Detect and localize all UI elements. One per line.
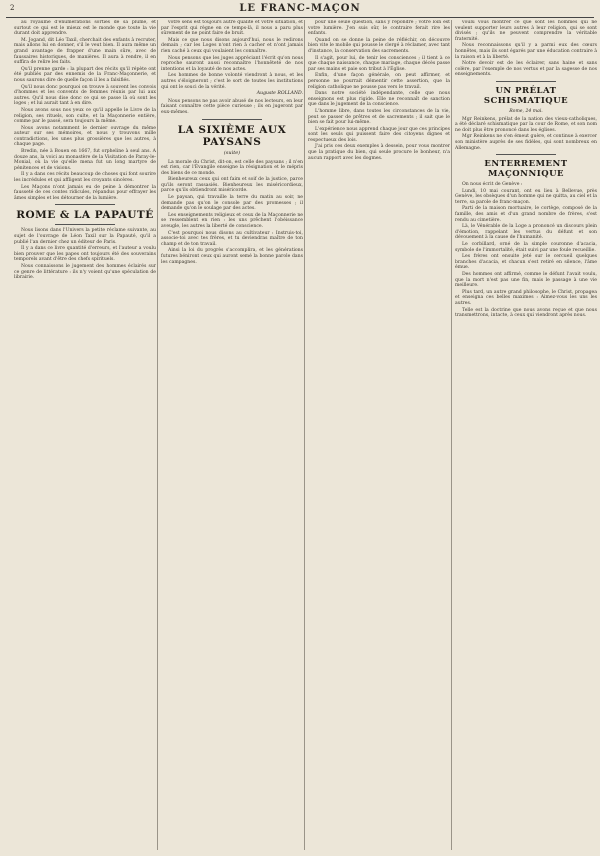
column-3 bbox=[308, 20, 450, 850]
column-4 bbox=[455, 20, 597, 850]
article-paragraph: Nous connaissons le jugement des hommes éclairés sur ce genre de littérature : ils n'y voient qu'une spéculation de librairie. bbox=[14, 263, 156, 281]
article-paragraph: Notre devoir est de les éclairer, sans haine et sans colère, par l'exemple de nos vertus et par la sagesse de nos enseignements. bbox=[455, 61, 597, 78]
article-paragraph: Des hommes ont affirmé, comme le défunt l'avait voulu, que la mort n'est pas une fin, mais le passage à une vie meilleure. bbox=[455, 272, 597, 289]
column-separator bbox=[157, 20, 158, 850]
article-paragraph: Telle est la doctrine que nous avons reçue et que nous transmettrons, intacte, à ceux qui viendront après nous. bbox=[455, 307, 597, 319]
article-paragraph: Mais ce que nous disons aujourd'hui, nous le redirons demain ; car les Loges n'ont rien à cacher et n'ont jamais rien caché à ceux qui voulaient les connaître. bbox=[161, 37, 303, 54]
article-paragraph: Là, le Vénérable de la Loge a prononcé un discours plein d'émotion, rappelant les vertus du défunt et son dévouement à la cause de l'humanité. bbox=[455, 224, 597, 241]
article-paragraph: Le corbillard, orné de la simple couronne d'acacia, symbole de l'immortalité, était suivi par une foule recueillie. bbox=[455, 242, 597, 253]
section-heading: LA SIXIÈME AUX PAYSANS bbox=[177, 123, 287, 148]
article-paragraph: Nous lisons dans l'Univers la petite réclame suivante, au sujet de l'ouvrage de Léon Taxil sur la Papauté, qu'il a publié l'an dernier chez un éditeur de Paris. bbox=[14, 228, 156, 245]
article-paragraph: Les frères ont ensuite jeté sur le cercueil quelques branches d'acacia, et chacun s'est retiré en silence, l'âme émue. bbox=[455, 254, 597, 271]
column-separator bbox=[451, 20, 452, 850]
article-paragraph: Bienheureux ceux qui ont faim et soif de la justice, parce qu'ils seront rassasiés. Bienheureux les miséricordieux, parce qu'ils obtiendront miséricorde. bbox=[161, 177, 303, 194]
article-paragraph: Il y a dans ce livre quantité d'erreurs, et l'auteur a voulu bien prouver que les papes ont toujours été des souverains temporels avant d'être des chefs spirituels. bbox=[14, 246, 156, 263]
section-rule bbox=[55, 224, 115, 225]
article-paragraph: Nous reconnaissons qu'il y a parmi eux des cœurs honnêtes, mais ils sont égarés par une éducation contraire à la raison et à la liberté. bbox=[455, 43, 597, 60]
article-paragraph: L'expérience nous apprend chaque jour que ces principes sont les seuls qui puissent faire des citoyens dignes et respectueux des lois. bbox=[308, 126, 450, 143]
section-rule bbox=[55, 204, 115, 205]
article-paragraph: Ainsi la loi du progrès s'accomplira, et les générations futures béniront ceux qui auront semé la bonne parole dans les campagnes. bbox=[161, 248, 303, 265]
article-paragraph: Parti de la maison mortuaire, le cortège, composé de la famille, des amis et d'un grand nombre de frères, s'est rendu au cimetière. bbox=[455, 206, 597, 223]
article-paragraph: Les Maçons n'ont jamais eu de peine à démontrer la fausseté de ces contes ridicules, répandus pour effrayer les âmes simples et les détourner de la lumière. bbox=[14, 184, 156, 201]
masthead-rule bbox=[6, 17, 594, 18]
article-paragraph: Bredin, née à Bouen en 1667, fut orpheline à seul ans. A douze ans, la voici au monastère de la Visitation de Paray-le-Monial, où la vie qu'elle mena fut un long martyre de pénitences et de visions. bbox=[14, 149, 156, 171]
article-paragraph: Nous pensons que les juges appréciant l'écrit qu'on nous reproche sauront aussi reconnaître l'honnêteté de nos intentions et la loyauté de nos actes. bbox=[161, 55, 303, 72]
article-paragraph: Le paysan, qui travaille la terre du matin au soir, ne demande pas qu'on le console par des promesses ; il demande qu'on le soulage par des actes. bbox=[161, 195, 303, 212]
article-paragraph: Mgr Reinkens ne s'en émeut guère, et continue à exercer son ministère auprès de ses fidèles, qui sont nombreux en Allemagne. bbox=[455, 134, 597, 151]
article-paragraph: Quand on se donne la peine de réfléchir, on découvre bien vite le mobile qui pousse le clergé à réclamer, avec tant d'instance, la conservation des sacrements. bbox=[308, 37, 450, 54]
newspaper-page bbox=[6, 0, 597, 856]
column-2 bbox=[161, 20, 303, 850]
article-paragraph: au royaume d'énumérations sorties de sa plume, et surtout ce qui est le mieux est le monde que toute la vie durant doit apprendre. bbox=[14, 20, 156, 37]
article-paragraph: votre sens est toujours autre qualité et votre situation, et par l'esprit qui règne en ce temps-là, il nous a paru plus sûrement de ne point faire de bruit. bbox=[161, 20, 303, 37]
article-paragraph: Les hommes de bonne volonté viendront à nous, et les autres s'éloigneront ; c'est le sort de toutes les institutions qui ont le souci de la vérité. bbox=[161, 73, 303, 90]
article-paragraph: Qu'il prenne garde : la plupart des récits qu'il répète ont été publiés par des ennemis de la Franc-Maçonnerie, et nous saurons dire de quelle façon il les a falsifiés. bbox=[14, 66, 156, 83]
article-paragraph: voulu vous montrer ce que sont les hommes qui ne veulent supporter leurs autres à leur religion, qui se sont divisés ; qu'ils ne peuvent comprendre la véritable fraternité. bbox=[455, 20, 597, 42]
article-paragraph: pour une seule question, sans y répondre ; votre loin est votre lumière. J'en suis sûr, le contraire ferait rire les enfants. bbox=[308, 20, 450, 37]
article-paragraph: M. Jogand, dit Léo Taxil, cherchait des enfants à recruter, mais allons lui en donner, s'il le veut bien. Il aura même un grand avantage de frapper d'une main sûre, avec de faussaires historiques, de manières. Il aura à rendre, il en suffira de relire les faits. bbox=[14, 37, 156, 66]
section-rule bbox=[496, 154, 556, 155]
article-paragraph: Nous avons notamment le dernier ouvrage du même auteur sur ses mémoires, et nous y trouvons mille contradictions, les unes plus grossières que les autres, à chaque page. bbox=[14, 125, 156, 148]
section-heading: ENTERREMENT MAÇONNIQUE bbox=[484, 159, 568, 180]
section-rule bbox=[496, 81, 556, 82]
page-number: 2 bbox=[10, 4, 15, 12]
column-separator bbox=[304, 20, 305, 850]
article-paragraph: Enfin, d'une façon générale, on peut affirmer, et personne ne pourrait démentir cette assertion, que la religion catholique ne pousse pas vers le travail. bbox=[308, 73, 450, 90]
journal-title: LE FRANC-MAÇON bbox=[239, 3, 361, 14]
article-paragraph: J'ai pris ces deux exemples à dessein, pour vous montrer que la pratique du bien, qui seule procure le bonheur, n'a aucun rapport avec les dogmes. bbox=[308, 144, 450, 161]
article-paragraph: Dans notre société indépendante, celle que nous enseignons est plus rigide. Elle ne reconnaît de sanction que dans le jugement de la conscience. bbox=[308, 91, 450, 108]
article-paragraph: Qu'il nous donc pourquoi on trouve à souvent les convois d'hommes et les convents de femmes réunis par lui aux autres. Qu'il nous dise donc ce qui se passe là où sont les loges ; et lui aurait tant à en dire. bbox=[14, 84, 156, 107]
article-paragraph: Nous avons sous nos yeux ce qu'il appelle le Livre de la religion, ses rituels, son culte, et la Maçonnerie entière, comme par le passé, sera toujours la même. bbox=[14, 107, 156, 125]
section-dateline: Rome, 24 mai. bbox=[509, 108, 543, 114]
section-heading: UN PRÉLAT SCHISMATIQUE bbox=[483, 85, 569, 106]
editor-notice: Nous pensons ne pas avoir abusé de nos lecteurs, en leur faisant connaître cette pièce curieuse ; ils en jugeront par eux-mêmes. bbox=[161, 98, 303, 115]
section-rule bbox=[202, 119, 262, 120]
article-paragraph: Les enseignements religieux et ceux de la Maçonnerie ne se ressemblent en rien : les uns prêchent l'obéissance aveugle, les autres la liberté de conscience. bbox=[161, 212, 303, 230]
article-paragraph: Mgr Reinkens, prélat de la nation des vieux-catholiques, a été déclaré schismatique par la cour de Rome, et son nom ne doit plus être prononcé dans les églises. bbox=[455, 116, 597, 133]
article-paragraph: L'homme libre, dans toutes les circonstances de la vie, peut se passer de prêtres et de sacrements ; il sait que le bien se fait pour lui-même. bbox=[308, 108, 450, 126]
masthead bbox=[6, 4, 594, 16]
article-paragraph: Il y a dans ces récits beaucoup de choses qui font sourire les incrédules et qui affligent les croyants sincères. bbox=[14, 172, 156, 184]
section-subtitle: (suite) bbox=[223, 149, 241, 156]
article-paragraph: On nous écrit de Genève : bbox=[462, 182, 523, 188]
column-1 bbox=[14, 20, 156, 850]
article-paragraph: C'est pourquoi nous disons au cultivateur : Instruis-toi, associe-toi avec tes frères, et tu deviendras maître de ton champ et de ton travail. bbox=[161, 230, 303, 247]
article-paragraph: Lundi, 10 mai courant, ont eu lieu à Bellevue, près Genève, les obsèques d'un homme qui ne quitta, au ciel et la terre, sa parole de franc-maçon. bbox=[455, 188, 597, 205]
article-signature: Auguste ROLLAND. bbox=[256, 91, 303, 97]
article-paragraph: Il s'agit, pour lui, de tenir les consciences ; il tient à ce que chaque naissance, chaque mariage, chaque décès passe par ses mains et paie son tribut à l'Église. bbox=[308, 55, 450, 72]
article-paragraph: Plus tard, un autre grand philosophe, le Christ, propagea et enseigna ces belles maximes : Aimez-vous les uns les autres. bbox=[455, 289, 597, 306]
section-heading: ROME & LA PAPAUTÉ bbox=[16, 209, 154, 222]
article-paragraph: La morale du Christ, dit-on, est celle des paysans ; il n'en est rien, car l'Évangile enseigne la résignation et le mépris des biens de ce monde. bbox=[161, 159, 303, 176]
